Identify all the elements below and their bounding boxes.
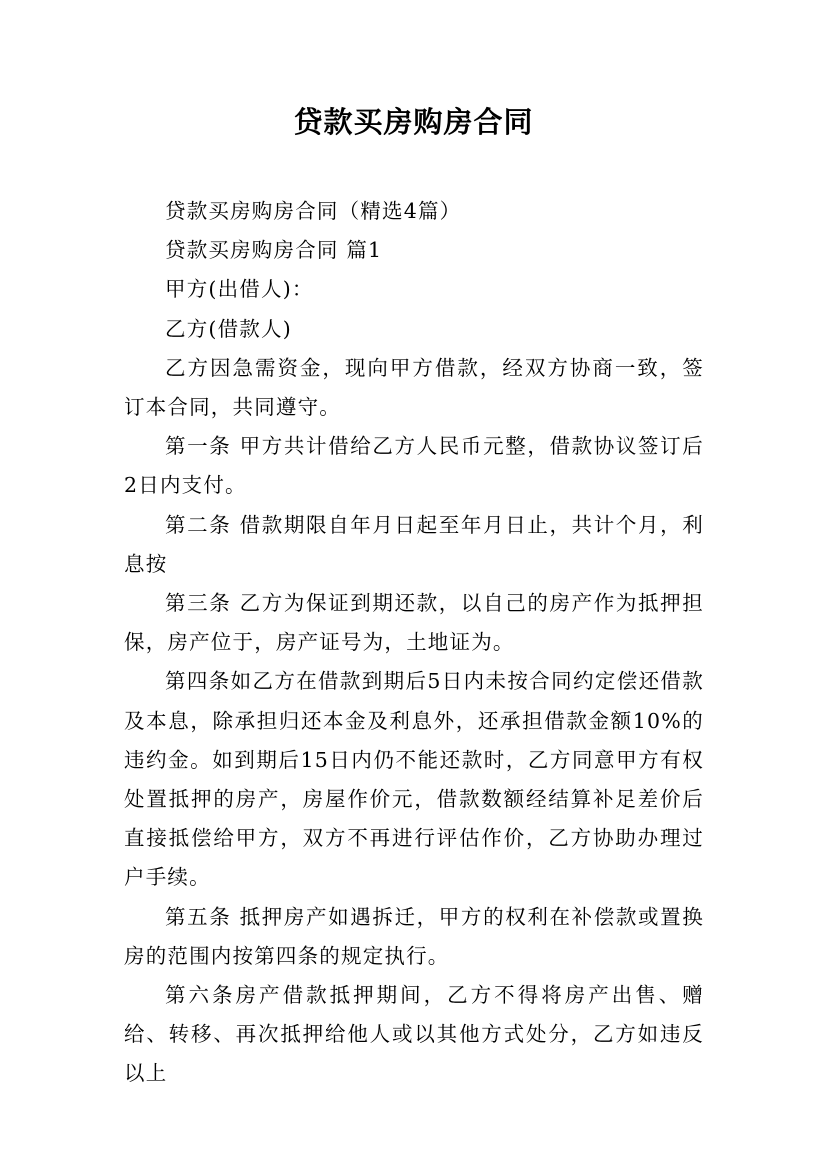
document-body xyxy=(124,192,704,1094)
paragraph-article-4: 第四条如乙方在借款到期后5日内未按合同约定偿还借款及本息，除承担归还本金及利息外，还承担借款金额10%的违约金。如到期后15日内仍不能还款时，乙方同意甲方有权处置抵押的房产，房屋作价元，借款数额经结算补足差价后直接抵偿给甲方，双方不再进行评估作价，乙方协助办理过户手续。 xyxy=(124,669,704,890)
paragraph-article-3: 第三条 乙方为保证到期还款，以自己的房产作为抵押担保，房产位于，房产证号为，土地证为。 xyxy=(124,591,704,655)
paragraph-intro: 乙方因急需资金，现向甲方借款，经双方协商一致，签订本合同，共同遵守。 xyxy=(124,355,704,420)
paragraph-party-b: 乙方(借款人) xyxy=(165,316,292,341)
paragraph-article-1: 第一条 甲方共计借给乙方人民币元整，借款协议签订后2日内支付。 xyxy=(124,434,704,498)
paragraph-article-5: 第五条 抵押房产如遇拆迁，甲方的权利在补偿款或置换房的范围内按第四条的规定执行。 xyxy=(124,904,704,968)
paragraph-heading: 贷款买房购房合同（精选4篇） xyxy=(165,199,462,223)
paragraph-article-6: 第六条房产借款抵押期间，乙方不得将房产出售、赠给、转移、再次抵押给他人或以其他方式处分，乙方如违反以上 xyxy=(124,983,704,1086)
paragraph-section-title: 贷款买房购房合同 篇1 xyxy=(165,238,383,263)
document-title: 贷款买房购房合同 xyxy=(293,105,534,139)
paragraph-article-2: 第二条 借款期限自年月日起至年月日止，共计个月，利息按 xyxy=(124,512,704,576)
paragraph-party-a: 甲方(出借人)： xyxy=(165,277,314,302)
